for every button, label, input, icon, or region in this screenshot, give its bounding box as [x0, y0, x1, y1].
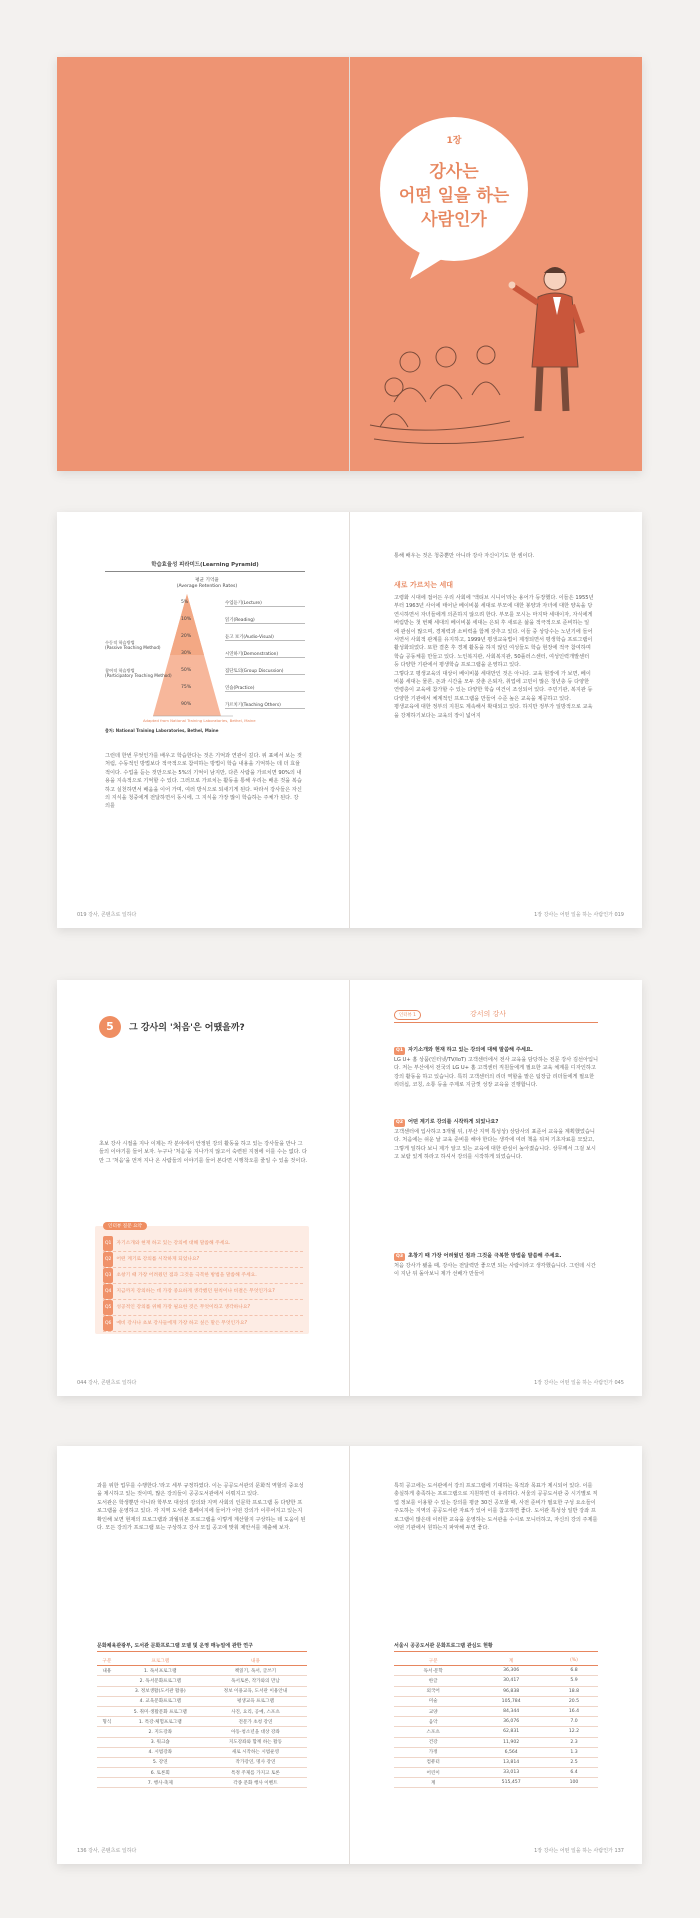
pyramid-label: 연습(Practice) [225, 685, 305, 692]
table-cell [97, 1747, 117, 1757]
table-cell: 11,902 [472, 1737, 550, 1747]
table-cell: 음악 [394, 1717, 472, 1727]
table-cell: 계 [394, 1778, 472, 1788]
table-cell: 6,564 [472, 1747, 550, 1757]
section-heading: 새로 가르치는 세대 [394, 581, 453, 589]
pyramid-percent: 50% [181, 668, 192, 673]
table-cell [97, 1676, 117, 1686]
table-row [394, 1747, 598, 1757]
table-header-cell: 프로그램 [117, 1656, 204, 1666]
pyramid-title: 학습효율성 피라미드(Learning Pyramid) [105, 560, 305, 572]
table-cell: 2. 지도강좌 [117, 1727, 204, 1737]
body-text: 초보 강사 시절을 지나 이제는 각 분야에서 안정된 강의 활동을 하고 있는 강사들을 만나 그들의 이야기를 들어 보자. 누구나 '처음'을 지나가지 않고서 숙련된 지점에 이를 수는 없다. 다만 그 '처음'을 먼저 지나 온 사람들의 이야기를 들어 본다면 시행착오를 줄일 수 있을 것이다. [99, 1141, 307, 1164]
body-text-top: 통해 배우는 것은 청중뿐만 아니라 강사 자신이기도 한 셈이다. [394, 553, 535, 559]
table-cell: 5. 취미·생활문화 프로그램 [117, 1706, 204, 1716]
table-row [394, 1737, 598, 1747]
question-item [103, 1300, 303, 1316]
table-cell: 건강 [394, 1737, 472, 1747]
table-header-cell: 계 [472, 1656, 550, 1666]
question-item [103, 1252, 303, 1268]
table-cell [97, 1778, 117, 1788]
table-1-title: 문화체육관광부, 도서관 문화프로그램 모델 및 운영 매뉴얼에 관한 연구 [97, 1642, 307, 1652]
table-cell: 3. 정보생활(도서관 활용) [117, 1686, 204, 1696]
table-cell: 13,814 [472, 1757, 550, 1767]
table-cell [97, 1737, 117, 1747]
pyramid-percent: 75% [181, 685, 192, 690]
body-text: 고령화 시대에 접어든 우리 사회에 '액티브 시니어'라는 용어가 등장했다. 이들은 1955년부터 1963년 사이에 태어난 베이비붐 세대로 부모에 대한 봉양과 자녀에 대한 양육을 당연시하면서 자녀들에게 의존하지 않으려 한다. 부모를 모시는 마지막 세대이자, 자식에게 버림받는 첫 번째 세대의 베이비붐 세대는 은퇴 후 새로운 삶을 적극적으로 준비하는 일에 관심이 많으며, 경제력과 소비력을 함께 갖추고 있다. 이들 중 상당수는 노년기에 들어서면서 사회적 관계를 유지하고, 1999년 평생교육법이 제정되면서 평생학습 프로그램이 활성화되었다. 또한 결혼 후 경제 활동을 하지 않던 여성들도 학습 현장에 적극 참여하며 학습 공동체를 만들고 있다. 노인복지관, 사회복지관, 50플러스센터, 여성인력개발센터 등 다양한 기관에서 평생학습 프로그램을 운영하고 있다. 그렇다고 평생교육의 대상이 베이비붐 세대만인 것은 아니다. 교육 현장에 가 보면, 베이비붐 세대는 물론, 돈과 시간을 모두 갖춘 은퇴자, 취업에 고민이 많은 청년층 등 다양한 연령층이 교육에 참가할 수 있는 다양한 학습 여건이 조성되어 있다. 주민기관, 복지관 등 다양한 기관에서 체계적인 프로그램을 만들어 수준 높은 교육을 제공하고 있다. 평생교육에 대한 정부의 지원도 계속해서 확대되고 있다. 하지만 정부가 일방적으로 교육을 강제하기보다는 교육의 장이 넓어지 [394, 595, 594, 719]
question-text: 지금까지 강의하는 데 가장 중요하게 생각했던 원칙이나 비결은 무엇인가요? [116, 1289, 275, 1294]
question-item [103, 1316, 303, 1332]
cover-right-page [350, 57, 642, 471]
question-item [103, 1284, 303, 1300]
question-tag: Q1 [103, 1236, 113, 1251]
cover-spread [57, 57, 642, 471]
pyramid-label: 집단토의(Group Discussion) [225, 668, 305, 675]
table-cell: 18.8 [550, 1686, 598, 1696]
question-text: 자기소개와 현재 하고 있는 강의에 대해 말씀해 주세요. [116, 1241, 231, 1246]
table-row [394, 1666, 598, 1676]
page-137 [350, 1446, 642, 1864]
table-cell: 책읽기, 독서, 글쓰기 [204, 1666, 307, 1676]
table-cell: 96,838 [472, 1686, 550, 1696]
table-cell [97, 1686, 117, 1696]
question-1: Q1 자기소개와 현재 하고 있는 강의에 대해 말씀해 주세요. [394, 1046, 598, 1055]
pyramid-subtitle: 평균 기억율 (Average Retention Rates) [176, 578, 238, 589]
question-box [95, 1226, 309, 1334]
tables-spread [57, 1446, 642, 1864]
table-cell: 2. 독서문화프로그램 [117, 1676, 204, 1686]
table-row [97, 1768, 307, 1778]
lecturer-illustration [350, 57, 642, 471]
pyramid-percent: 5% [181, 600, 189, 605]
body-text: 과를 위한 업무를 수행한다.'라고 세부 규정하였다. 이는 공공도서관의 문화적 역할의 중요성을 제시하고 있는 것이며, 많은 강의들이 공공도서관에서 이뤄지고 있다. 도서관은 학생뿐만 아니라 학부모 대상의 강의와 지역 사회의 인문학 프로그램 등 다양한 프로그램을 운영하고 있다. 각 지역 도서관 홈페이지에 들어가 어떤 강의가 이루어지고 있는지 확인해 보면 현재의 프로그램과 과월뒤본 프로그램을 이렇게 계산할지 구상하는 데 도움이 된다. 모든 강의가 프로그램 또는 구상하고 강사 모집 공고에 맞춰 제안서를 제출해 보자. [97, 1483, 306, 1532]
question-tag: Q5 [103, 1300, 113, 1315]
table-cell: 각종 문화 행사 이벤트 [204, 1778, 307, 1788]
pyramid-source: 출처: National Training Laboratories, Bethel, Maine [105, 728, 219, 733]
section-number: 5 [99, 1016, 121, 1038]
question-text: 예비 강사나 초보 강사들에게 가장 하고 싶은 말은 무엇인가요? [116, 1321, 247, 1326]
table-1 [97, 1656, 307, 1788]
question-box-title: 인터뷰 질문 요약 [103, 1222, 147, 1230]
table-cell: 7. 행사·축제 [117, 1778, 204, 1788]
answer-1: LG U+ 홈 상품(인터넷/TV/IoT) 고객센터에서 전사 교육을 담당하는 전문 강사 김선아입니다. 저는 부산에서 전국의 LG U+ 홈 고객센터 직원들에게 필요한 교육 체계를 디자인하고 강의 활동을 하고 있습니다. 특히 고객센터의 리더 역할을 맡은 팀장급 리더들에게 필요한 리더십, 코칭, 소통 등을 주제로 지금껏 성장 교육을 진행합니다. [394, 1057, 599, 1089]
chapter-title-1: 강사는 [429, 162, 479, 182]
table-row [394, 1696, 598, 1706]
question-2: Q2 어떤 계기로 강의를 시작하게 되었나요? [394, 1118, 598, 1127]
pyramid-label: 수업듣기(Lecture) [225, 600, 305, 607]
table-cell: 4. 시범강좌 [117, 1747, 204, 1757]
passive-label: 수동적 학습방법 (Passive Teaching Method) [105, 640, 161, 651]
pyramid-credit: Adapted from National Training Laboratories, Bethel, Maine [143, 718, 256, 723]
table-2-title: 서울시 공공도서관 문화프로그램 관심도 현황 [394, 1642, 598, 1652]
pyramid-label: 가르치기(Teaching Others) [225, 702, 305, 709]
table-cell: 교양 [394, 1706, 472, 1716]
table-cell [97, 1706, 117, 1716]
table-row [97, 1737, 307, 1747]
table-cell [97, 1696, 117, 1706]
table-cell: 한글 [394, 1676, 472, 1686]
table-row [97, 1676, 307, 1686]
question-3: Q3 초창기 때 가장 어려웠던 점과 그것을 극복한 방법을 말씀해 주세요. [394, 1252, 598, 1261]
table-cell: 스포츠 [394, 1727, 472, 1737]
table-row [97, 1757, 307, 1767]
table-cell: 독서토론, 작가와의 만남 [204, 1676, 307, 1686]
table-header-cell: 내용 [204, 1656, 307, 1666]
section-title: 그 강사의 '처음'은 어땠을까? [129, 1023, 245, 1033]
page-019 [350, 512, 642, 928]
page-045 [350, 980, 642, 1396]
table-cell [97, 1768, 117, 1778]
pyramid-label: 시연하기(Demonstration) [225, 651, 305, 658]
table-2 [394, 1656, 598, 1788]
table-cell: 36,076 [472, 1717, 550, 1727]
table-cell: 2.3 [550, 1737, 598, 1747]
question-item [103, 1268, 303, 1284]
page-footer: 136 강사, 콘텐츠로 일하다 [77, 1848, 137, 1854]
page-footer: 1장 강사는 어떤 일을 하는 사람인가 137 [534, 1848, 624, 1854]
table-cell [97, 1727, 117, 1737]
table-cell: 6. 토론회 [117, 1768, 204, 1778]
active-label: 참여적 학습방법 (Participatory Teaching Method) [105, 668, 172, 679]
table-cell: 3. 워크숍 [117, 1737, 204, 1747]
table-row [97, 1706, 307, 1716]
pyramid-percent: 20% [181, 634, 192, 639]
pyramid-percent: 90% [181, 702, 192, 707]
table-cell: 형식 [97, 1717, 117, 1727]
pyramid-spread [57, 512, 642, 928]
interview-title: 강서의 강사 [470, 1010, 507, 1018]
interview-spread [57, 980, 642, 1396]
table-cell: 6.4 [550, 1768, 598, 1778]
table-cell: 전문가 초청 강연 [204, 1717, 307, 1727]
table-cell: 1.3 [550, 1747, 598, 1757]
question-tag: Q3 [103, 1268, 113, 1283]
table-header-row [97, 1656, 307, 1666]
table-cell: 30,417 [472, 1676, 550, 1686]
table-cell: 5.9 [550, 1676, 598, 1686]
table-cell: 내용 [97, 1666, 117, 1676]
table-cell: 16.4 [550, 1706, 598, 1716]
table-cell: 2.5 [550, 1757, 598, 1767]
table-row [97, 1696, 307, 1706]
table-header-cell: 구분 [97, 1656, 117, 1666]
question-text: 성공적인 강의를 위해 가장 필요한 것은 무엇이라고 생각하나요? [116, 1305, 251, 1310]
table-cell: 33,013 [472, 1768, 550, 1778]
page-018 [57, 512, 350, 928]
table-row [97, 1778, 307, 1788]
table-header-cell: (%) [550, 1656, 598, 1666]
page-136 [57, 1446, 350, 1864]
table-row [97, 1717, 307, 1727]
table-cell: 정보 이용교육, 도서관 이용안내 [204, 1686, 307, 1696]
page-footer: 1장 강사는 어떤 일을 하는 사람인가 045 [534, 1380, 624, 1386]
question-text: 초창기 때 가장 어려웠던 점과 그것을 극복한 방법을 말씀해 주세요. [116, 1273, 257, 1278]
table-row [97, 1666, 307, 1676]
table-cell: 7.0 [550, 1717, 598, 1727]
table-row [394, 1757, 598, 1767]
table-cell: 515,457 [472, 1778, 550, 1788]
table-cell: 12.2 [550, 1727, 598, 1737]
table-row [394, 1778, 598, 1788]
pyramid-percent: 30% [181, 651, 192, 656]
page-footer: 044 강사, 콘텐츠로 일하다 [77, 1380, 137, 1386]
question-tag: Q2 [103, 1252, 113, 1267]
question-item [103, 1236, 303, 1252]
table-row [97, 1686, 307, 1696]
table-cell: 1. 독서프로그램 [117, 1666, 204, 1676]
table-cell: 가정 [394, 1747, 472, 1757]
table-cell: 컴퓨터 [394, 1757, 472, 1767]
table-cell: 62,831 [472, 1727, 550, 1737]
table-cell: 4. 교육문화프로그램 [117, 1696, 204, 1706]
table-cell: 20.5 [550, 1696, 598, 1706]
table-cell: 지도강좌와 함께 하는 활동 [204, 1737, 307, 1747]
table-header-cell: 구분 [394, 1656, 472, 1666]
title-rule [394, 1022, 598, 1023]
body-text: 특히 공고에는 도서관에서 강의 프로그램에 기대하는 목적과 목표가 제시되어 있다. 이를 충실하게 충족하는 프로그램으로 지원하면 더 유리하다. 서울의 공공도서관 중 시기별로 직업 정보를 이용할 수 있는 강의를 평균 30건 공모할 때, 사전 준비가 필요한 구성 요소들이 주도하는 지역의 공공도서관 자료가 있어 이를 참고하면 좋다. 도서관 특성상 일반 강좌 프로그램이 많은데 이러한 교육을 운영하는 도서관을 수시로 모니터하고, 자신의 강의 주제를 어떤 기관에서 원하는지 파악해 두면 좋다. [394, 1483, 600, 1532]
table-row [394, 1768, 598, 1778]
chapter-title-3: 사람인가 [421, 210, 487, 230]
table-cell: 84,344 [472, 1706, 550, 1716]
table-cell: 어린이 [394, 1768, 472, 1778]
pyramid-label: 읽기(Reading) [225, 617, 305, 624]
table-cell: 105,784 [472, 1696, 550, 1706]
table-cell: 6.8 [550, 1666, 598, 1676]
cover-left-page [57, 57, 350, 471]
table-cell: 작가강연, 명사 강연 [204, 1757, 307, 1767]
answer-2: 고객센터에 입사하고 3개월 뒤, (부산 지역 특성상) 상담사의 표준어 교육을 계획했었습니다. 처음에는 쉬운 날 교육 준비를 해야 한다는 생각에 여러 책을 뒤져 기초자료를 모았고, 그렇게 일하다 보니 제가 알고 있는 교육에 대한 관심이 높아졌습니다. 상무께서 그걸 보시고 보람 있게 하라고 하셔서 강의를 시작하게 되었습니다. [394, 1129, 596, 1161]
body-text: 그런데 한번 무엇인가를 배우고 학습한다는 것은 기억과 연관이 깊다. 위 표에서 보는 것처럼, 수동적인 방법보다 적극적으로 참여하는 방법이 학습 내용을 기억하는 데 더 효율적이다. 수업을 듣는 것만으로는 5%의 기억이 남지만, 다른 사람을 가르치면 90%의 내용을 지속적으로 기억할 수 있다. 그러므로 가르치는 활동을 통해 우리는 배운 것을 복습하고 실천하면서 배움을 이어 가며, 여러 방식으로 되새기게 된다. 따라서 강사들은 자신의 지식을 청중에게 전달하면서 동시에, 그 지식을 가장 많이 학습하는 주체가 된다. 강의를 [105, 753, 302, 810]
table-cell: 독서·문학 [394, 1666, 472, 1676]
question-tag: Q4 [103, 1284, 113, 1299]
table-cell: 5. 강연 [117, 1757, 204, 1767]
pyramid-percent: 10% [181, 617, 192, 622]
table-cell: 1. 특강·체험프로그램 [117, 1717, 204, 1727]
question-list [103, 1236, 303, 1332]
table-row [394, 1676, 598, 1686]
interview-tag: 인터뷰 1 [394, 1010, 421, 1020]
chapter-title-2: 어떤 일을 하는 [398, 186, 510, 206]
page-footer: 1장 강사는 어떤 일을 하는 사람인가 019 [534, 912, 624, 918]
table-cell: 미술 [394, 1696, 472, 1706]
page-footer: 019 강사, 콘텐츠로 일하다 [77, 912, 137, 918]
table-cell: 외국어 [394, 1686, 472, 1696]
table-cell: 아동·청소년을 대상 강좌 [204, 1727, 307, 1737]
table-row [97, 1747, 307, 1757]
table-row [97, 1727, 307, 1737]
table-cell: 특정 주제를 가지고 토론 [204, 1768, 307, 1778]
table-cell: 사진, 요리, 공예, 스포츠 [204, 1706, 307, 1716]
question-tag: Q6 [103, 1316, 113, 1331]
table-cell: 100 [550, 1778, 598, 1788]
pyramid-label: 듣고 보기(Audio-Visual) [225, 634, 305, 641]
table-cell [97, 1757, 117, 1767]
table-row [394, 1686, 598, 1696]
question-text: 어떤 계기로 강의를 시작하게 되었나요? [116, 1257, 200, 1262]
page-044 [57, 980, 350, 1396]
table-header-row [394, 1656, 598, 1666]
table-row [394, 1717, 598, 1727]
table-cell: 새로 시작하는 시범운영 [204, 1747, 307, 1757]
table-row [394, 1706, 598, 1716]
table-row [394, 1727, 598, 1737]
answer-3: 처음 강사가 됐을 때, 강사는 전달력만 좋으면 되는 사람이라고 생각했습니다. 그런데 시간이 지난 뒤 돌아보니 제가 선배가 만들어 [394, 1263, 596, 1278]
table-cell: 36,306 [472, 1666, 550, 1676]
table-cell: 평생교육 프로그램 [204, 1696, 307, 1706]
chapter-label: 1장 [446, 136, 462, 146]
